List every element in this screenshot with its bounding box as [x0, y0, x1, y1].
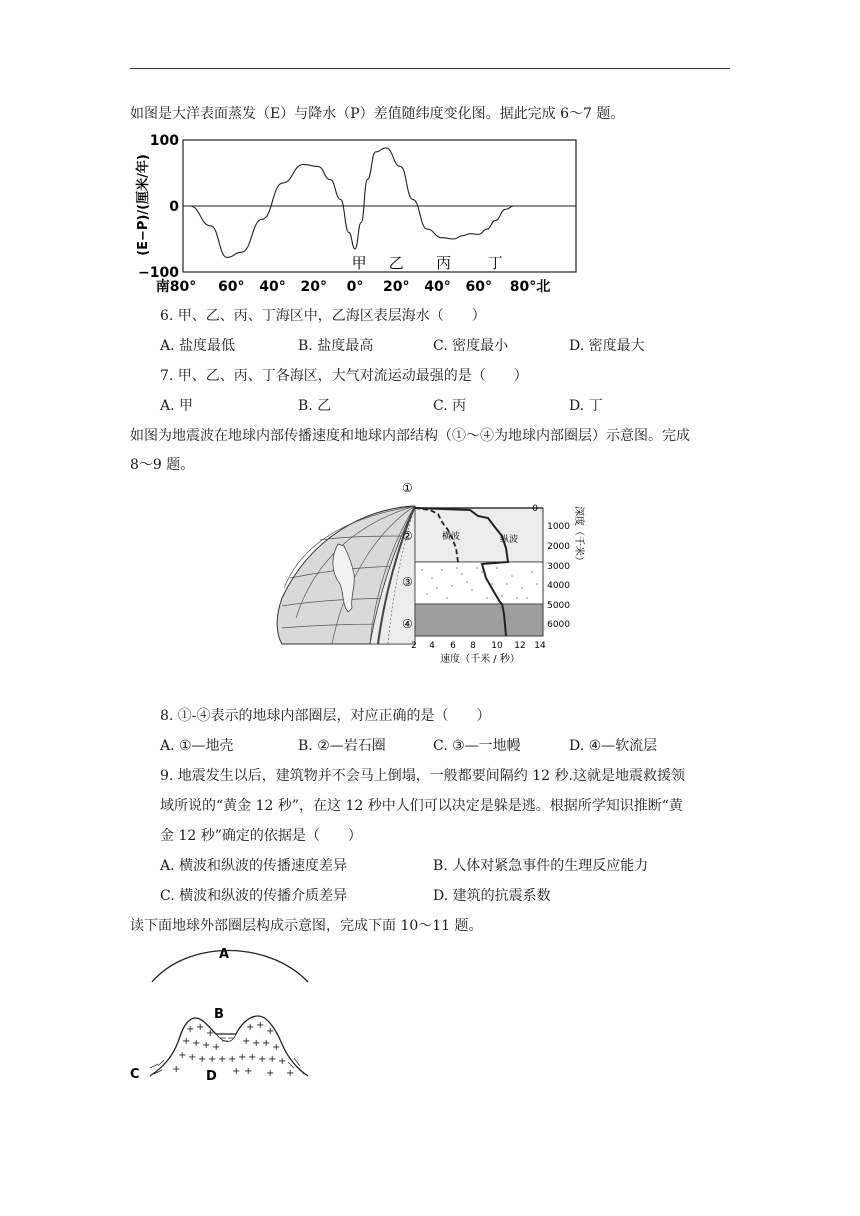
x-tick-label: 20°	[300, 279, 327, 295]
speed-tick-2: 2	[411, 641, 417, 651]
svg-text:+: +	[278, 1056, 287, 1067]
svg-text:+: +	[256, 1020, 265, 1031]
svg-text:+: +	[262, 1038, 271, 1049]
speed-tick-14: 14	[534, 641, 546, 651]
atmosphere-arc	[152, 951, 308, 983]
svg-text:+: +	[232, 1066, 241, 1077]
svg-text:+: +	[238, 1052, 247, 1063]
q6-option-b[interactable]: B. 盐度最高	[298, 338, 374, 354]
label-a: A	[219, 947, 230, 962]
layer-3-outer-core	[415, 562, 543, 604]
q6-option-c[interactable]: C. 密度最小	[433, 338, 509, 354]
layer-3-label: ③	[402, 575, 413, 589]
svg-text:+: +	[172, 1064, 181, 1075]
q6-option-d[interactable]: D. 密度最大	[569, 338, 645, 354]
y-tick-label: 0	[169, 199, 179, 215]
svg-text:+: +	[272, 1042, 281, 1053]
q9-stem-line1: 9. 地震发生以后，建筑物并不会马上倒塌，一般都要间隔约 12 秒.这就是地震救援领	[160, 768, 685, 784]
q6-option-a[interactable]: A. 盐度最低	[160, 338, 236, 354]
q9-option-d[interactable]: D. 建筑的抗震系数	[433, 888, 551, 904]
label-b: B	[214, 1007, 224, 1022]
region-label: 丁	[487, 254, 503, 272]
svg-text:+: +	[212, 1042, 221, 1053]
q7-option-a[interactable]: A. 甲	[160, 398, 194, 414]
svg-text:+: +	[208, 1054, 217, 1065]
q8-option-b[interactable]: B. ②—岩石圈	[298, 738, 386, 754]
rock-crosses	[172, 1020, 294, 1079]
speed-tick-12: 12	[514, 641, 526, 651]
q8-stem: 8. ①-④表示的地球内部圈层，对应正确的是（ ）	[160, 708, 491, 724]
q9-stem-line2: 域所说的“黄金 12 秒”，在这 12 秒中人们可以决定是躲是逃。根据所学知识推断“黄	[160, 798, 683, 814]
q7-option-d[interactable]: D. 丁	[569, 398, 603, 414]
speed-tick-4: 4	[429, 641, 435, 651]
svg-text:+: +	[188, 1052, 197, 1063]
svg-text:+: +	[258, 1054, 267, 1065]
x-tick-label: 20°	[383, 279, 410, 295]
x-tick-label: 40°	[424, 279, 451, 295]
x-tick-label: 南80°	[155, 279, 197, 295]
svg-text:+: +	[248, 1052, 257, 1063]
x-tick-label: 0°	[346, 279, 364, 295]
region-label: 丙	[436, 254, 452, 272]
svg-text:+: +	[246, 1022, 255, 1033]
svg-text:+: +	[244, 1066, 253, 1077]
speed-tick-6: 6	[450, 641, 456, 651]
s-wave-label: 横波	[442, 532, 461, 542]
depth-tick-3000: 3000	[547, 562, 570, 572]
svg-text:+: +	[198, 1054, 207, 1065]
seismic-wave-figure	[270, 478, 600, 670]
ep-latitude-chart	[128, 130, 578, 300]
svg-text:+: +	[266, 1068, 275, 1079]
svg-text:+: +	[218, 1054, 227, 1065]
svg-text:+: +	[186, 1024, 195, 1035]
svg-text:+: +	[206, 1028, 215, 1039]
external-spheres-figure	[128, 940, 328, 1090]
svg-text:+: +	[286, 1068, 295, 1079]
layer-1-label: ①	[402, 481, 413, 495]
svg-text:+: +	[178, 1050, 187, 1061]
q9-stem-line3: 金 12 秒”确定的依据是（ ）	[160, 828, 362, 844]
q8-option-d[interactable]: D. ④—软流层	[569, 738, 658, 754]
intro-8-9-line1: 如图为地震波在地球内部传播速度和地球内部结构（①～④为地球内部圈层）示意图。完成	[130, 428, 690, 444]
p-wave-label: 纵波	[500, 535, 519, 545]
q6-stem: 6. 甲、乙、丙、丁海区中，乙海区表层海水（ ）	[160, 308, 486, 324]
depth-tick-2000: 2000	[547, 542, 570, 552]
region-label: 甲	[351, 254, 367, 272]
svg-text:+: +	[202, 1040, 211, 1051]
x-tick-label: 60°	[465, 279, 492, 295]
q8-option-c[interactable]: C. ③—一地幔	[433, 738, 521, 754]
x-tick-label: 40°	[259, 279, 286, 295]
svg-text:+: +	[268, 1054, 277, 1065]
svg-text:+: +	[192, 1038, 201, 1049]
q9-option-a[interactable]: A. 横波和纵波的传播速度差异	[160, 858, 348, 874]
x-tick-label: 80°北	[509, 279, 551, 295]
svg-text:+: +	[182, 1036, 191, 1047]
ep-series-line	[190, 148, 520, 258]
depth-tick-0: 0	[532, 504, 538, 514]
layer-4-label: ④	[402, 617, 413, 631]
q9-option-c[interactable]: C. 横波和纵波的传播介质差异	[160, 888, 348, 904]
layer-2-label: ②	[402, 529, 413, 543]
q8-option-a[interactable]: A. ①—地壳	[160, 738, 234, 754]
y-axis-label: (E−P)/(厘米/年)	[136, 154, 151, 256]
svg-text:+: +	[228, 1054, 237, 1065]
speed-axis-title: 速度（千米 / 秒）	[440, 654, 520, 665]
y-tick-label: 100	[149, 133, 179, 149]
intro-6-7: 如图是大洋表面蒸发（E）与降水（P）差值随纬度变化图。据此完成 6～7 题。	[130, 106, 625, 122]
intro-10-11: 读下面地球外部圈层构成示意图，完成下面 10～11 题。	[130, 918, 483, 934]
svg-text:+: +	[242, 1036, 251, 1047]
q7-option-c[interactable]: C. 丙	[433, 398, 467, 414]
region-label: 乙	[388, 254, 404, 272]
svg-text:+: +	[266, 1026, 275, 1037]
svg-text:+: +	[252, 1038, 261, 1049]
depth-tick-6000: 6000	[547, 620, 570, 630]
y-tick-label: −100	[138, 265, 179, 281]
speed-tick-8: 8	[470, 641, 476, 651]
q7-stem: 7. 甲、乙、丙、丁各海区，大气对流运动最强的是（ ）	[160, 368, 528, 384]
depth-axis-title: 深度（千米）	[573, 506, 584, 566]
depth-tick-5000: 5000	[547, 601, 570, 611]
x-tick-label: 60°	[218, 279, 245, 295]
svg-text:+: +	[196, 1022, 205, 1033]
layer-4-inner-core	[415, 604, 543, 636]
depth-tick-4000: 4000	[547, 581, 570, 591]
depth-tick-1000: 1000	[547, 522, 570, 532]
header-rule	[130, 68, 730, 69]
q7-option-b[interactable]: B. 乙	[298, 398, 332, 414]
label-c: C	[130, 1067, 140, 1082]
intro-8-9-line2: 8～9 题。	[130, 457, 195, 473]
speed-tick-10: 10	[491, 641, 503, 651]
q9-option-b[interactable]: B. 人体对紧急事件的生理反应能力	[433, 858, 649, 874]
label-d: D	[206, 1069, 217, 1084]
